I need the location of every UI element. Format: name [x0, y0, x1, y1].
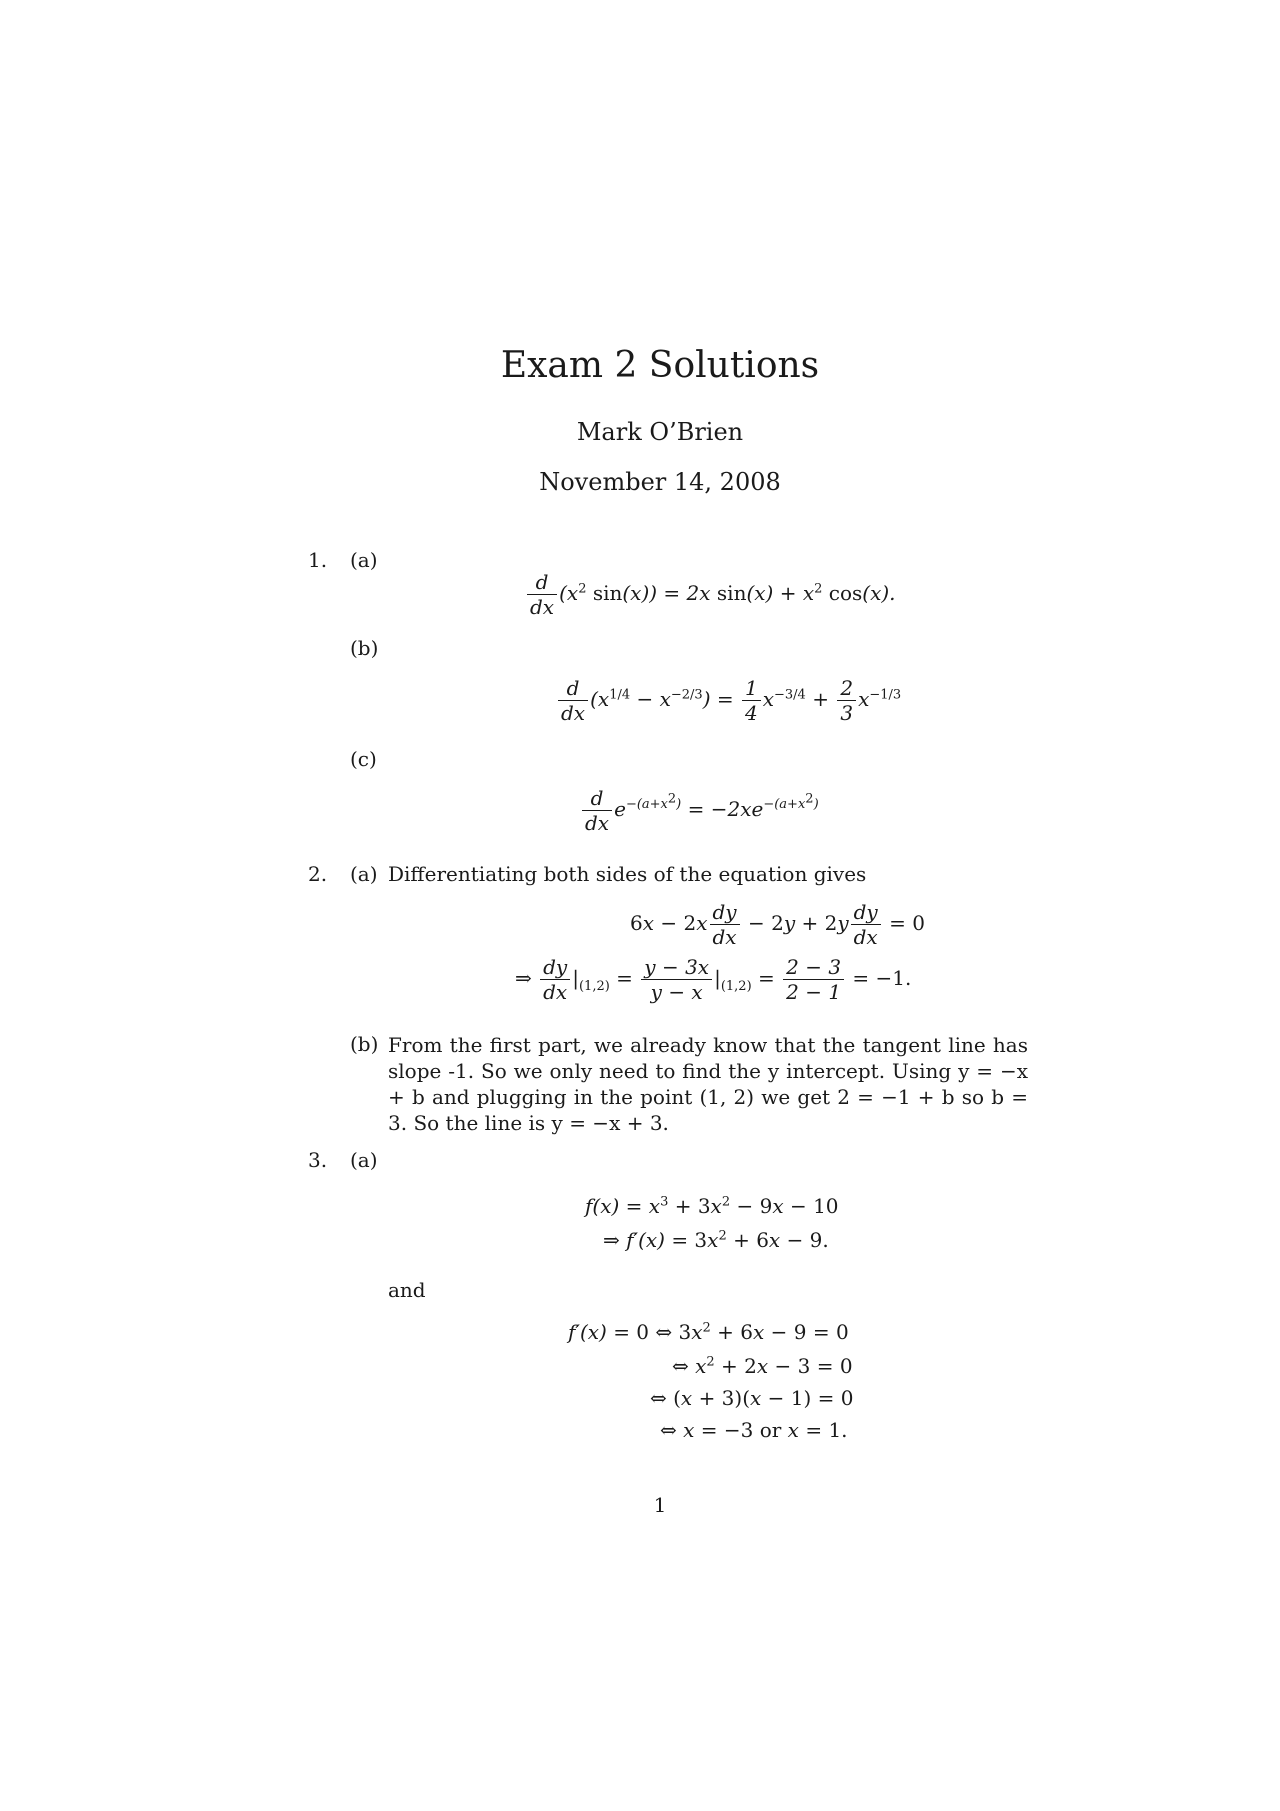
question-2-number: 2.: [308, 862, 328, 886]
equation-3a-line1: $f(x) = x^3 + 3x^2 - 9x - 10$: [585, 1194, 839, 1218]
question-2b-label: (b): [350, 1032, 379, 1056]
question-1a-label: (a): [350, 548, 378, 572]
question-1-number: 1.: [308, 548, 328, 572]
equation-3a-line2: ⇒ $f'(x) = 3x^2 + 6x - 9$.: [603, 1228, 829, 1252]
question-1b-label: (b): [350, 636, 379, 660]
equation-3b-line1: f′(x) = 0 ⇔ $3x^2 + 6x - 9 = 0$: [568, 1320, 849, 1344]
equation-3b-line2: ⇔ $x^2 + 2x - 3 = 0$: [672, 1354, 853, 1378]
equation-3b-line3: ⇔ (x + 3)(x − 1) = 0: [650, 1386, 854, 1410]
page-number: 1: [653, 1493, 667, 1517]
document-date: November 14, 2008: [539, 468, 781, 496]
question-1c-label: (c): [350, 747, 377, 771]
question-2a-text: Differentiating both sides of the equation gives: [388, 862, 867, 886]
and-text: and: [388, 1278, 426, 1302]
question-2a-label: (a): [350, 862, 378, 886]
document-title: Exam 2 Solutions: [500, 345, 820, 386]
equation-2a-line1: 6x − 2x $\frac{dy}{dx}$ − 2y + 2y $\frac{dy}{dx}$ = 0: [630, 900, 925, 949]
author-name: Mark O’Brien: [576, 418, 744, 446]
equation-1b: $\frac{d}{dx}$ $(x^{1/4} - x^{-2/3})$ = $\frac{1}{4}$ $x^{-3/4}$ + $\frac{2}{3}$ $x^{-1/3}$: [556, 676, 901, 725]
question-2b-text: From the first part, we already know that the tangent line has slope -1. So we only need to find the y intercept. Using y = −x + b and plugging in the point (1, 2) we get 2 = −1 + b so b = 3. So the line is y = −x + 3.: [388, 1033, 1028, 1135]
equation-3b-line4: ⇔ x = −3 or x = 1.: [660, 1418, 848, 1442]
equation-1c: $\frac{d}{dx}$ $e^{-(a+x^2)} = -2xe^{-(a+x^2)}$: [580, 786, 819, 835]
question-3a-label: (a): [350, 1148, 378, 1172]
equation-2a-line2: ⇒ $\frac{dy}{dx}$ $|_{(1,2)}$ = $\frac{y - 3x}{y - x}$ $|_{(1,2)}$ = $\frac{2 - 3}{2 - 1}$ = −1.: [515, 955, 912, 1004]
question-3-number: 3.: [308, 1148, 328, 1172]
equation-1a: $\frac{d}{dx}$ ($x^2$ sin(x)) = 2x $\sin(x) + x^2$ cos(x).: [525, 570, 896, 619]
